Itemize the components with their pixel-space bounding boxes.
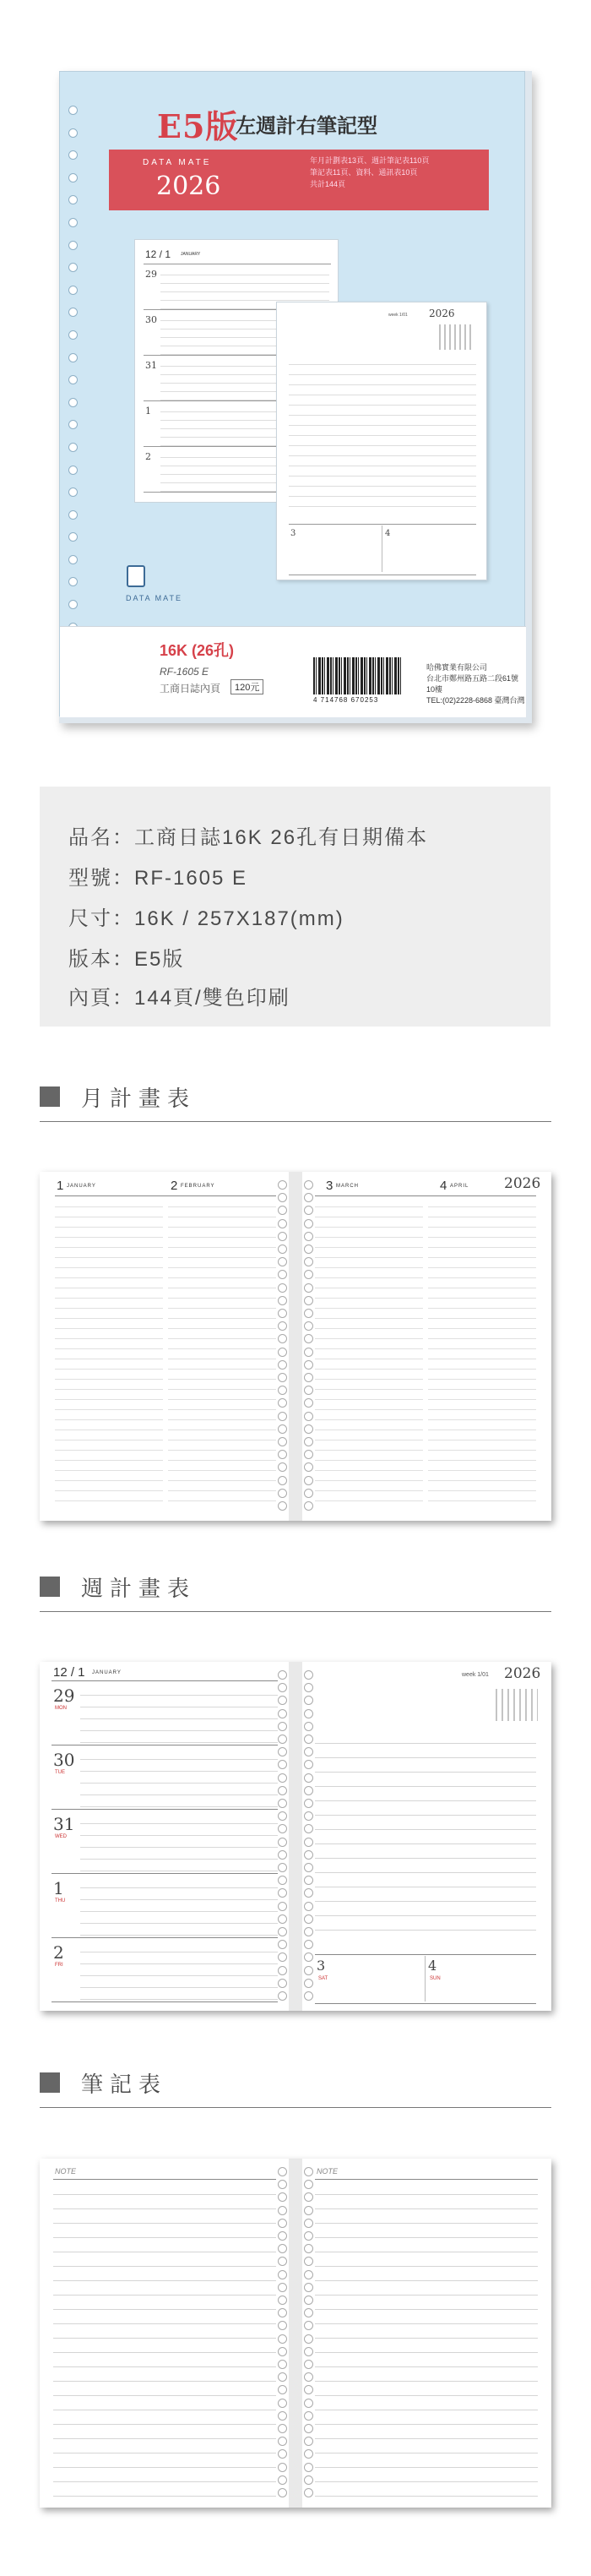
month-grid: [428, 1197, 536, 1510]
binder-ring-hole: [304, 1773, 313, 1783]
binder-ring-hole: [304, 1476, 313, 1485]
binder-ring-hole: [304, 1940, 313, 1949]
binder-ring-hole: [304, 2449, 313, 2459]
month-grid: [315, 1197, 423, 1510]
section-divider: [40, 1611, 551, 1612]
week-label: week 1/01: [462, 1672, 489, 1678]
month-grid: [168, 1197, 276, 1510]
binder-ring-hole: [304, 2231, 313, 2241]
binder-ring-hole: [278, 2180, 287, 2189]
binder-ring-hole: [304, 2308, 313, 2317]
weekly-spread: [40, 1662, 551, 2011]
binder-hole: [68, 398, 78, 407]
day-label: TUE: [55, 1770, 65, 1775]
binder-ring-hole: [278, 1437, 287, 1446]
barcode-number: 4 714768 670253: [313, 696, 379, 704]
binder-ring-hole: [304, 2244, 313, 2253]
binder-ring-hole: [278, 2206, 287, 2215]
day-number: 2: [53, 1942, 64, 1963]
section-divider: [40, 2107, 551, 2108]
weekly-month-name: JANUARY: [92, 1670, 122, 1675]
section-square-icon: [40, 1577, 60, 1597]
section-title-weekly: 週計畫表: [81, 1577, 197, 1602]
note-lines: [315, 2181, 538, 2498]
binder-hole: [68, 420, 78, 429]
binder-ring-hole: [304, 2167, 313, 2176]
binder-ring-hole: [278, 1193, 287, 1202]
binder-ring-hole: [278, 1296, 287, 1305]
binder-ring-hole: [304, 1927, 313, 1936]
section-square-icon: [40, 1086, 60, 1107]
binder-hole: [68, 106, 78, 115]
binder-hole: [68, 195, 78, 204]
binder-ring-hole: [304, 1760, 313, 1769]
binder-hole: [68, 375, 78, 384]
binder-ring-hole: [278, 1424, 287, 1434]
binder-ring-hole: [304, 2321, 313, 2330]
binder-ring-hole: [304, 1747, 313, 1756]
binder-hole: [68, 532, 78, 542]
binder-ring-hole: [278, 2334, 287, 2344]
day-number: 30: [53, 1750, 75, 1770]
month-name: APRIL: [450, 1184, 469, 1189]
binder-ring-hole: [304, 1501, 313, 1511]
binder-ring-hole: [304, 1811, 313, 1821]
month-name: FEBRUARY: [181, 1184, 215, 1189]
binder-hole: [68, 173, 78, 182]
binder-ring-hole: [304, 1270, 313, 1279]
day-label: THU: [55, 1898, 66, 1903]
binder-ring-hole: [278, 1244, 287, 1254]
binder-ring-hole: [304, 1683, 313, 1692]
binder-ring-hole: [278, 1462, 287, 1472]
binder-ring-hole: [304, 1309, 313, 1318]
section-title-monthly: 月計畫表: [81, 1086, 197, 1112]
binder-ring-hole: [278, 2296, 287, 2305]
binder-ring-hole: [304, 1888, 313, 1898]
notes-spread: [40, 2159, 551, 2508]
binder-ring-hole: [304, 2424, 313, 2433]
cover-year: 2026: [156, 172, 221, 201]
month-grid: [55, 1197, 163, 1510]
binder-hole: [68, 353, 78, 362]
mini-day-number: 1: [145, 406, 151, 417]
binder-hole: [68, 241, 78, 250]
binder-hole: [68, 577, 78, 586]
cover-front: [59, 71, 525, 716]
binder-hole: [68, 330, 78, 340]
cover-bottom-label: [60, 626, 526, 717]
spec-box: [40, 787, 550, 1027]
mini-right-day: 3: [290, 529, 296, 538]
binder-ring-hole: [304, 2347, 313, 2356]
binder-ring-hole: [304, 1321, 313, 1331]
binder-ring-hole: [304, 1450, 313, 1459]
binder-ring-hole: [304, 1244, 313, 1254]
mini-day-number: 31: [145, 360, 157, 371]
binder-ring-hole: [304, 1360, 313, 1370]
binder-ring-hole: [278, 1489, 287, 1498]
month-number: 4: [440, 1179, 447, 1193]
spec-line: 內頁：144頁/雙色印刷: [68, 987, 290, 1010]
binder-hole: [68, 466, 78, 475]
binder-ring-hole: [278, 2321, 287, 2330]
binder-ring-hole: [278, 1257, 287, 1266]
binder-ring-hole: [304, 1462, 313, 1472]
binder-ring-hole: [304, 1850, 313, 1860]
binder-ring-hole: [278, 1386, 287, 1395]
binder-ring-hole: [304, 1952, 313, 1962]
binder-ring-hole: [304, 2219, 313, 2228]
binder-ring-hole: [278, 2167, 287, 2176]
month-name: MARCH: [336, 1184, 359, 1189]
cover-subtitle: 左週計右筆記型: [236, 113, 377, 138]
binder-ring-hole: [278, 2192, 287, 2202]
binder-ring-hole: [304, 2488, 313, 2497]
binder-ring-hole: [304, 2257, 313, 2266]
binder-hole: [68, 443, 78, 452]
binder-ring-hole: [304, 1735, 313, 1744]
day-lines: [80, 1876, 278, 1936]
cover-price-badge: 120元: [230, 679, 263, 694]
binder-ring-hole: [304, 1799, 313, 1808]
binder-ring-hole: [278, 2270, 287, 2279]
binder-ring-hole: [304, 1914, 313, 1924]
binder-ring-hole: [278, 2424, 287, 2433]
month-number: 2: [171, 1179, 178, 1193]
binder-ring-hole: [278, 2360, 287, 2369]
binder-hole: [68, 308, 78, 317]
mini-day-number: 2: [145, 451, 151, 462]
binder-ring-hole: [278, 1180, 287, 1190]
binder-ring-hole: [304, 1722, 313, 1731]
spec-line: 版本：E5版: [68, 948, 185, 971]
binder-hole: [68, 218, 78, 227]
binder-ring-hole: [278, 2437, 287, 2446]
binder-ring-hole: [278, 2449, 287, 2459]
binder-ring-hole: [304, 1966, 313, 1975]
binder-ring-hole: [304, 1876, 313, 1885]
binder-ring-hole: [304, 1709, 313, 1718]
binder-hole: [68, 510, 78, 520]
binder-ring-hole: [304, 1670, 313, 1680]
note-lines: [315, 1729, 536, 1941]
barcode-icon: [313, 657, 401, 694]
day-lines: [80, 1684, 278, 1743]
binder-ring-hole: [304, 1412, 313, 1421]
binder-ring-hole: [278, 1321, 287, 1331]
monthly-spread: [40, 1172, 551, 1521]
binder-ring-hole: [304, 1696, 313, 1705]
weekly-days: [40, 1682, 289, 2003]
mini-calendar: [496, 1689, 538, 1721]
day-lines: [80, 1812, 278, 1871]
binder-ring-hole: [304, 1863, 313, 1872]
binder-ring-hole: [278, 1219, 287, 1228]
cover-brand: DATA MATE: [143, 158, 212, 167]
brand-logo-icon: [127, 565, 145, 587]
binder-ring-hole: [278, 2347, 287, 2356]
binder-ring-hole: [278, 1501, 287, 1511]
binder-ring-hole: [304, 1398, 313, 1408]
day-label: SUN: [430, 1976, 441, 1981]
binder-ring-hole: [304, 2283, 313, 2292]
month-name: JANUARY: [67, 1184, 96, 1189]
binder-hole: [68, 487, 78, 497]
mini-month: 12 / 1: [145, 248, 171, 260]
binder-ring-hole: [304, 2399, 313, 2408]
binder-ring-hole: [278, 1334, 287, 1343]
monthly-year: 2026: [504, 1175, 541, 1192]
binder-ring-hole: [304, 1283, 313, 1293]
binder-ring-hole: [278, 1270, 287, 1279]
binder-ring-hole: [304, 1334, 313, 1343]
mini-day-number: 30: [145, 314, 157, 325]
binder-ring-hole: [304, 2180, 313, 2189]
note-label: NOTE: [317, 2167, 339, 2176]
day-label: WED: [55, 1834, 67, 1839]
binder-ring-hole: [278, 2219, 287, 2228]
binder-ring-hole: [278, 1348, 287, 1357]
binder-ring-hole: [304, 1838, 313, 1847]
binder-ring-hole: [278, 2257, 287, 2266]
day-label: MON: [55, 1706, 67, 1711]
binder-ring-hole: [278, 1412, 287, 1421]
binder-ring-hole: [278, 2475, 287, 2485]
binder-ring-hole: [304, 1424, 313, 1434]
binder-hole: [68, 263, 78, 272]
month-number: 1: [57, 1179, 64, 1193]
cover-code: RF-1605 E: [160, 666, 209, 678]
binder-ring-hole: [304, 2192, 313, 2202]
section-square-icon: [40, 2072, 60, 2093]
binder-ring-hole: [278, 2399, 287, 2408]
binder-ring-hole: [278, 2463, 287, 2472]
binder-ring-hole: [304, 2385, 313, 2394]
binder-hole: [68, 600, 78, 609]
cover-title: E5版: [157, 107, 239, 145]
binder-ring-hole: [304, 1979, 313, 1988]
note-label: NOTE: [55, 2167, 77, 2176]
binder-ring-hole: [304, 2206, 313, 2215]
weekly-year: 2026: [504, 1665, 541, 1682]
brand-logo-name: DATA MATE: [126, 594, 183, 602]
binder-ring-hole: [304, 1180, 313, 1190]
cover-info: 年月計劃表13頁、週計筆記表110頁 筆記表11頁、資料、通訊表10頁 共計144頁: [310, 156, 430, 188]
binder-ring-hole: [304, 2437, 313, 2446]
spec-line: 型號：RF-1605 E: [68, 867, 248, 890]
binder-ring-hole: [278, 2308, 287, 2317]
binder-ring-hole: [304, 1348, 313, 1357]
binder-ring-hole: [304, 2270, 313, 2279]
day-lines: [80, 1748, 278, 1807]
section-title-notes: 筆記表: [81, 2072, 168, 2098]
binder-ring-hole: [278, 1476, 287, 1485]
binder-ring-hole: [278, 2385, 287, 2394]
binder-holes: [68, 106, 80, 689]
binder-ring-hole: [278, 1670, 287, 1680]
binder-ring-hole: [304, 1437, 313, 1446]
mini-week: week 1/01: [388, 313, 408, 318]
cover-inner-label: 工商日誌內頁: [160, 683, 221, 694]
cover-mini-note-page: [276, 302, 487, 580]
binder-ring-hole: [278, 1373, 287, 1382]
binder-ring-hole: [304, 1824, 313, 1833]
spec-line: 尺寸：16K / 257X187(mm): [68, 907, 344, 930]
binder-hole: [68, 150, 78, 160]
binder-hole: [68, 128, 78, 138]
binder-ring-hole: [304, 2475, 313, 2485]
binder-ring-hole: [278, 1309, 287, 1318]
weekly-month: 12 / 1: [53, 1665, 85, 1680]
binder-ring-hole: [304, 1373, 313, 1382]
binder-ring-hole: [278, 1232, 287, 1241]
mini-right-day: 4: [385, 529, 391, 538]
binder-ring-hole: [278, 2244, 287, 2253]
day-number: 1: [53, 1878, 64, 1898]
binder-ring-hole: [304, 1902, 313, 1911]
binder-ring-hole: [278, 2283, 287, 2292]
day-lines: [80, 1941, 278, 2000]
binder-ring-hole: [278, 1206, 287, 1215]
binder-ring-hole: [304, 1296, 313, 1305]
binder-ring-hole: [304, 1386, 313, 1395]
mini-day-number: 29: [145, 269, 157, 280]
month-number: 3: [326, 1179, 333, 1193]
day-number: 3: [317, 1958, 326, 1974]
binder-ring-hole: [278, 1398, 287, 1408]
mini-year: 2026: [429, 308, 455, 319]
binder-ring-hole: [304, 1489, 313, 1498]
day-number: 29: [53, 1686, 75, 1706]
binder-hole: [68, 286, 78, 295]
binder-ring-hole: [304, 1991, 313, 2001]
binder-ring-hole: [304, 1232, 313, 1241]
binder-ring-hole: [278, 2488, 287, 2497]
mini-month-name: JANUARY: [181, 252, 201, 257]
day-number: 4: [428, 1958, 437, 1974]
binder-ring-hole: [304, 1193, 313, 1202]
product-cover-image: [59, 71, 532, 723]
cover-red-band: [109, 150, 489, 210]
binder-ring-hole: [304, 1786, 313, 1795]
binder-ring-hole: [278, 1283, 287, 1293]
binder-ring-hole: [304, 1206, 313, 1215]
binder-ring-hole: [278, 2372, 287, 2382]
note-lines: [53, 2181, 276, 2498]
binder-ring-hole: [278, 1360, 287, 1370]
binder-ring-hole: [304, 2360, 313, 2369]
binder-ring-hole: [278, 1450, 287, 1459]
binder-ring-hole: [304, 2411, 313, 2421]
binder-ring-hole: [304, 2296, 313, 2305]
binder-ring-hole: [278, 2231, 287, 2241]
binder-ring-hole: [304, 2372, 313, 2382]
binder-ring-hole: [278, 2411, 287, 2421]
binder-ring-hole: [304, 2334, 313, 2344]
binder-ring-hole: [304, 1219, 313, 1228]
spec-line: 品名：工商日誌16K 26孔有日期備本: [68, 826, 429, 849]
binder-ring-hole: [304, 1257, 313, 1266]
section-divider: [40, 1121, 551, 1122]
cover-size: 16K (26孔): [160, 642, 235, 659]
binder-ring-hole: [304, 2463, 313, 2472]
mini-calendar: [439, 324, 473, 350]
cover-company: 哈佛實業有限公司 台北市鄭州路五路二段61號10樓 TEL:(02)2228-6868 臺灣台灣: [426, 663, 525, 705]
binder-hole: [68, 555, 78, 564]
day-label: SAT: [318, 1976, 328, 1981]
day-number: 31: [53, 1814, 75, 1834]
day-label: FRI: [55, 1963, 63, 1968]
